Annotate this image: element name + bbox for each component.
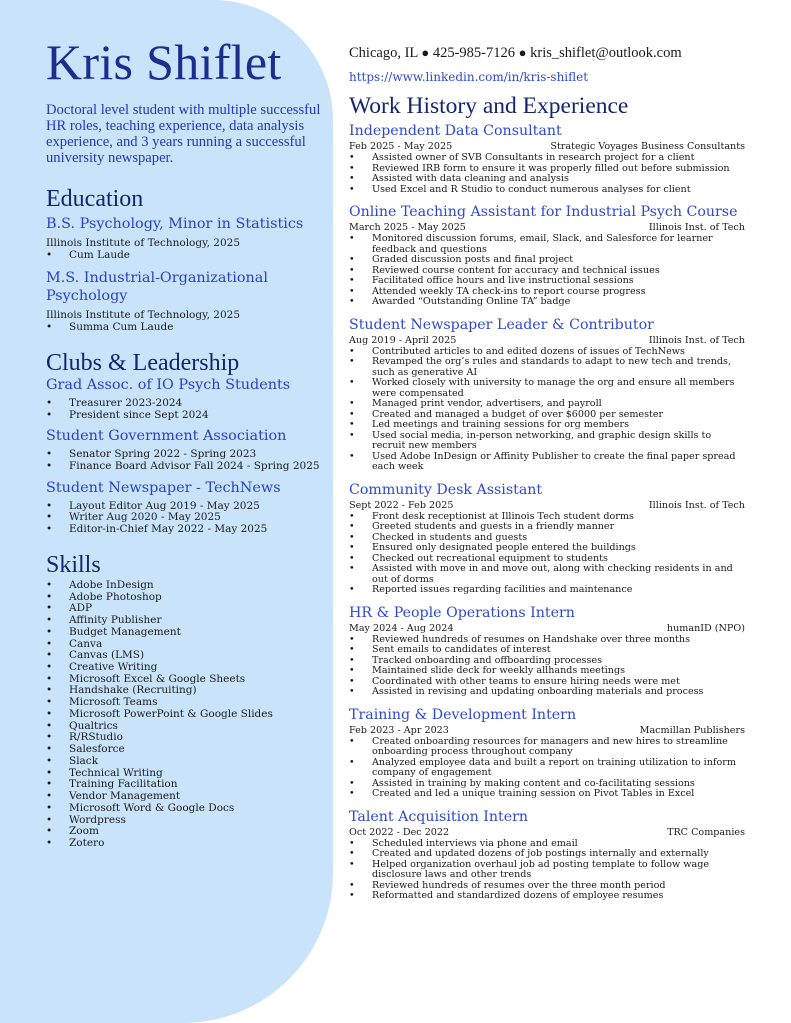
- job-bullet: • Reformatted and standardized dozens of employee resumes: [349, 891, 745, 902]
- job-bullet: • Worked closely with university to manage the org and ensure all members were compensated: [349, 378, 745, 399]
- degree-honors: [46, 250, 322, 262]
- club-role: • President since Sept 2024: [46, 410, 322, 422]
- skill-item: • Creative Writing: [46, 662, 322, 674]
- skill-item: • Canvas (LMS): [46, 650, 322, 662]
- summary: Doctoral level student with multiple successful HR roles, teaching experience, data analysis experience, and 3 years running a successful university newspaper.: [46, 101, 321, 166]
- job-bullet: • Assisted with move in and move out, along with checking residents in and out of dorms: [349, 564, 745, 585]
- club-role: • Treasurer 2023-2024: [46, 398, 322, 410]
- job-bullet: • Assisted owner of SVB Consultants in research project for a client: [349, 153, 745, 164]
- separator-dot: ●: [518, 45, 527, 60]
- skill-item: • Qualtrics: [46, 721, 322, 733]
- skill-item: • Slack: [46, 756, 322, 768]
- job-org: Illinois Inst. of Tech: [648, 499, 745, 511]
- separator-dot: ●: [421, 45, 430, 60]
- job-org: humanID (NPO): [666, 622, 745, 634]
- job-bullets: [349, 635, 745, 698]
- skill-item: • Training Facilitation: [46, 779, 322, 791]
- job-title: Community Desk Assistant: [349, 481, 543, 498]
- job-bullet: • Assisted with data cleaning and analysis: [349, 174, 745, 185]
- skill-item: • Microsoft Teams: [46, 697, 322, 709]
- job-bullet: • Reviewed hundreds of resumes over the three month period: [349, 881, 745, 892]
- job-dates: Oct 2022 - Dec 2022: [349, 826, 450, 838]
- job-meta: [349, 725, 745, 737]
- skill-item: • Canva: [46, 639, 322, 651]
- skill-item: • Zotero: [46, 838, 322, 850]
- job-meta: [349, 500, 745, 512]
- degree-title: B.S. Psychology, Minor in Statistics: [46, 215, 304, 232]
- job-bullet: • Managed print vendor, advertisers, and payroll: [349, 399, 745, 410]
- job-dates: Feb 2025 - May 2025: [349, 141, 453, 152]
- skill-item: • ADP: [46, 603, 322, 615]
- job-bullet: • Contributed articles to and edited dozens of issues of TechNews: [349, 347, 745, 358]
- job-bullet: • Revamped the org’s rules and standards to adapt to new tech and trends, such as generative AI: [349, 357, 745, 378]
- job-bullets: [349, 839, 745, 902]
- club-name: Student Government Association: [46, 428, 287, 445]
- skill-item: • Zoom: [46, 826, 322, 838]
- job-meta: [349, 335, 745, 347]
- job-org: Macmillan Publishers: [639, 724, 745, 736]
- job-bullet: • Coordinated with other teams to ensure hiring needs were met: [349, 677, 745, 688]
- clubs-heading: Clubs & Leadership: [46, 349, 240, 376]
- club-role: • Writer Aug 2020 - May 2025: [46, 512, 322, 524]
- job-bullet: • Reviewed course content for accuracy and technical issues: [349, 266, 745, 277]
- job-bullet: • Reviewed hundreds of resumes on Handshake over three months: [349, 635, 745, 646]
- job-bullet: • Created and updated dozens of job postings internally and externally: [349, 849, 745, 860]
- skill-item: • Vendor Management: [46, 791, 322, 803]
- work-heading: Work History and Experience: [349, 93, 629, 119]
- job-bullet: • Monitored discussion forums, email, Slack, and Salesforce for learner feedback and questions: [349, 234, 745, 255]
- job-bullet: • Assisted in revising and updating onboarding materials and process: [349, 687, 745, 698]
- job-bullet: • Used social media, in-person networking, and graphic design skills to recruit new members: [349, 431, 745, 452]
- email[interactable]: kris_shiflet@outlook.com: [530, 45, 682, 61]
- job-bullets: [349, 737, 745, 800]
- skills-list: [46, 580, 322, 850]
- phone[interactable]: 425-985-7126: [432, 45, 516, 61]
- location: Chicago, IL: [349, 45, 418, 61]
- job-dates: Aug 2019 - April 2025: [349, 334, 457, 346]
- job-bullet: • Created onboarding resources for managers and new hires to streamline onboarding process throughout company: [349, 737, 745, 758]
- job-entry: [349, 604, 745, 698]
- club-role: • Senator Spring 2022 - Spring 2023: [46, 449, 322, 461]
- job-bullet: • Greeted students and guests in a friendly manner: [349, 522, 745, 533]
- job-bullet: • Facilitated office hours and live instructional sessions: [349, 276, 745, 287]
- job-entry: [349, 706, 745, 800]
- skill-item: • Adobe InDesign: [46, 580, 322, 592]
- job-bullet: • Checked out recreational equipment to students: [349, 554, 745, 565]
- job-bullet: • Maintained slide deck for weekly allhands meetings: [349, 666, 745, 677]
- job-entry: [349, 203, 745, 308]
- job-org: Illinois Inst. of Tech: [648, 334, 745, 346]
- job-dates: Feb 2023 - Apr 2023: [349, 724, 449, 736]
- education-heading: Education: [46, 185, 144, 212]
- skill-item: • Microsoft Excel & Google Sheets: [46, 674, 322, 686]
- skill-item: • Budget Management: [46, 627, 322, 639]
- skill-item: • Affinity Publisher: [46, 615, 322, 627]
- job-bullet: • Checked in students and guests: [349, 533, 745, 544]
- job-bullets: [349, 347, 745, 473]
- job-entry: [349, 122, 745, 195]
- job-bullet: • Awarded “Outstanding Online TA” badge: [349, 297, 745, 308]
- degree-school: Illinois Institute of Technology, 2025: [46, 236, 241, 249]
- right-column: [349, 44, 745, 902]
- degree-honors: [46, 322, 322, 334]
- club-role: • Finance Board Advisor Fall 2024 - Spring 2025: [46, 461, 322, 473]
- job-bullet: • Helped organization overhaul job ad posting template to follow wage disclosure laws and other trends: [349, 860, 745, 881]
- job-title: Online Teaching Assistant for Industrial Psych Course: [349, 204, 738, 220]
- job-bullet: • Reported issues regarding facilities and maintenance: [349, 585, 745, 596]
- club-roles: [46, 501, 322, 536]
- job-bullet: • Tracked onboarding and offboarding processes: [349, 656, 745, 667]
- job-entry: [349, 808, 745, 902]
- skill-item: • Salesforce: [46, 744, 322, 756]
- job-bullet: • Analyzed employee data and built a report on training utilization to inform company of engagement: [349, 758, 745, 779]
- job-bullet: • Led meetings and training sessions for org members: [349, 420, 745, 431]
- club-roles: [46, 449, 322, 472]
- job-dates: March 2025 - May 2025: [349, 222, 466, 233]
- skill-item: • R/RStudio: [46, 732, 322, 744]
- job-meta: [349, 623, 745, 635]
- job-bullet: • Used Excel and R Studio to conduct numerous analyses for client: [349, 185, 745, 196]
- degree-honor: • Summa Cum Laude: [46, 322, 322, 334]
- skills-heading: Skills: [46, 551, 101, 578]
- degree-title: M.S. Industrial-Organizational Psychology: [46, 270, 268, 305]
- skill-item: • Microsoft PowerPoint & Google Slides: [46, 709, 322, 721]
- job-bullet: • Assisted in training by making content and co-facilitating sessions: [349, 779, 745, 790]
- job-bullet: • Scheduled interviews via phone and email: [349, 839, 745, 850]
- contact-line: [349, 44, 745, 62]
- candidate-name: Kris Shiflet: [46, 34, 282, 90]
- job-bullets: [349, 512, 745, 596]
- degree-honor: • Cum Laude: [46, 250, 322, 262]
- club-name: Student Newspaper - TechNews: [46, 479, 281, 496]
- club-role: • Editor-in-Chief May 2022 - May 2025: [46, 524, 322, 536]
- skill-item: • Handshake (Recruiting): [46, 685, 322, 697]
- job-bullet: • Used Adobe InDesign or Affinity Publisher to create the final paper spread each week: [349, 452, 745, 473]
- job-entry: [349, 316, 745, 473]
- skill-item: • Wordpress: [46, 815, 322, 827]
- left-column: [46, 36, 322, 850]
- job-bullet: • Created and managed a budget of over $6000 per semester: [349, 410, 745, 421]
- job-dates: Sept 2022 - Feb 2025: [349, 499, 454, 511]
- job-title: Talent Acquisition Intern: [349, 808, 529, 825]
- job-title: Training & Development Intern: [349, 706, 577, 723]
- skill-item: • Microsoft Word & Google Docs: [46, 803, 322, 815]
- job-bullet: • Front desk receptionist at Illinois Tech student dorms: [349, 512, 745, 523]
- job-title: Student Newspaper Leader & Contributor: [349, 316, 654, 333]
- job-bullets: [349, 153, 745, 195]
- job-bullet: • Created and led a unique training session on Pivot Tables in Excel: [349, 789, 745, 800]
- job-org: TRC Companies: [667, 826, 745, 838]
- linkedin-link[interactable]: https://www.linkedin.com/in/kris-shiflet: [349, 70, 589, 84]
- job-bullet: • Graded discussion posts and final project: [349, 255, 745, 266]
- job-org: Strategic Voyages Business Consultants: [550, 141, 745, 152]
- degree-school: Illinois Institute of Technology, 2025: [46, 309, 241, 322]
- club-roles: [46, 398, 322, 421]
- job-title: HR & People Operations Intern: [349, 604, 575, 621]
- job-bullet: • Sent emails to candidates of interest: [349, 645, 745, 656]
- job-meta: [349, 827, 745, 839]
- job-bullet: • Attended weekly TA check-ins to report course progress: [349, 287, 745, 298]
- job-bullet: • Ensured only designated people entered the buildings: [349, 543, 745, 554]
- job-entry: [349, 481, 745, 596]
- club-name: Grad Assoc. of IO Psych Students: [46, 376, 291, 393]
- club-role: • Layout Editor Aug 2019 - May 2025: [46, 501, 322, 513]
- skill-item: • Adobe Photoshop: [46, 592, 322, 604]
- skill-item: • Technical Writing: [46, 768, 322, 780]
- job-dates: May 2024 - Aug 2024: [349, 622, 454, 634]
- job-bullet: • Reviewed IRB form to ensure it was properly filled out before submission: [349, 164, 745, 175]
- job-title: Independent Data Consultant: [349, 123, 562, 139]
- job-org: Illinois Inst. of Tech: [648, 222, 745, 233]
- job-bullets: [349, 234, 745, 308]
